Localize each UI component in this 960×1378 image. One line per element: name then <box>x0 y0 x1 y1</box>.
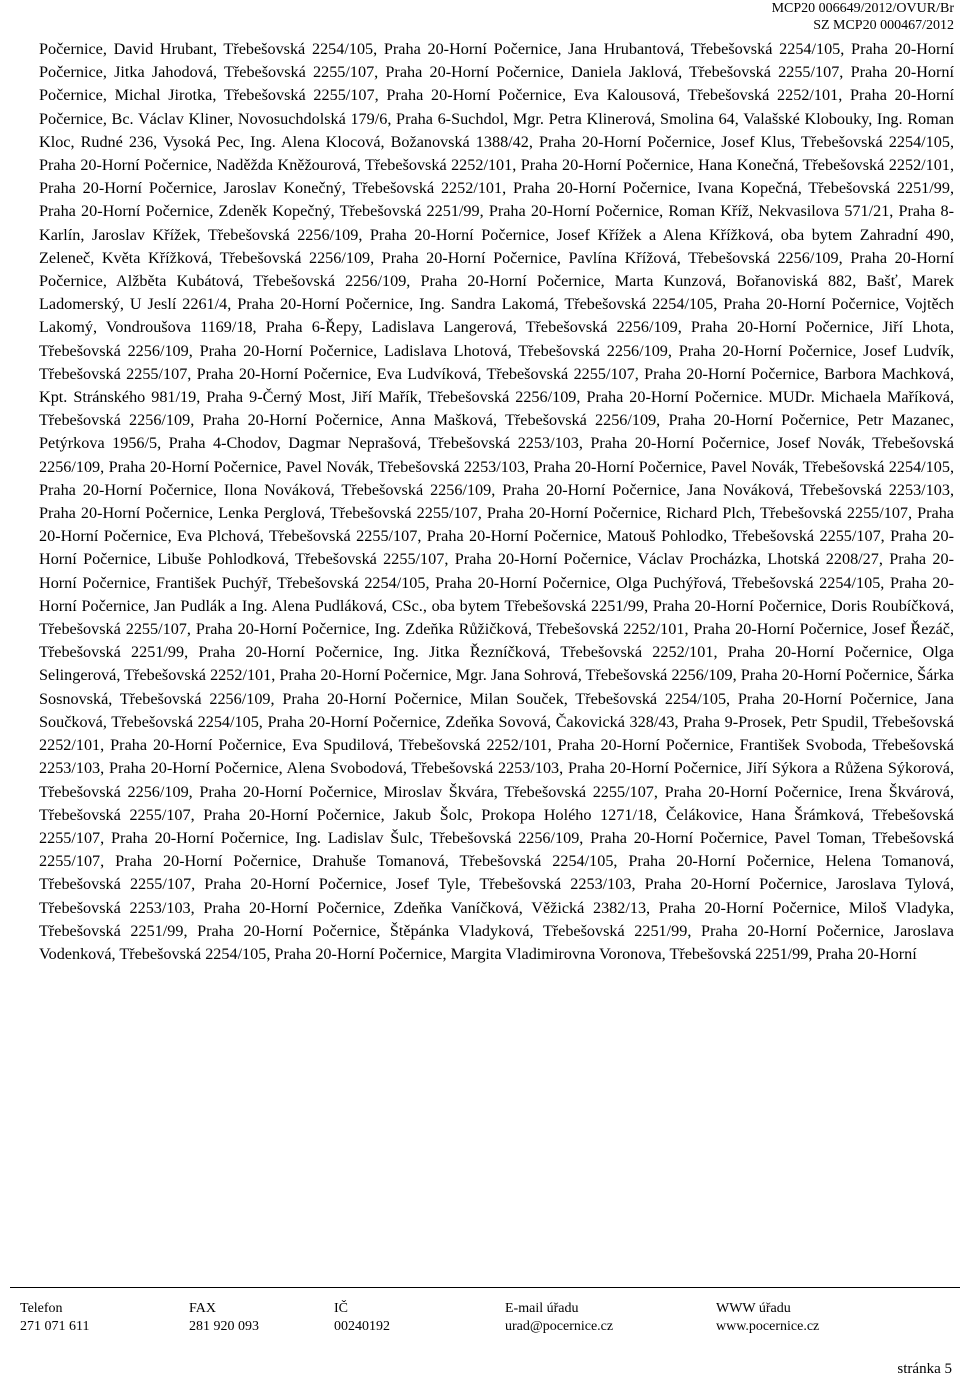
reference-number-1: MCP20 006649/2012/OVUR/Br <box>771 1 954 16</box>
footer-phone-value: 271 071 611 <box>20 1319 90 1334</box>
footer-email <box>505 1300 613 1336</box>
participants-list-text: Počernice, David Hrubant, Třebešovská 2254/105, Praha 20-Horní Počernice, Jana Hrubantová, Třebešovská 2254/105, Praha 20-Horní Počernice, Jitka Jahodová, Třebešovská 2255/107, Praha 20-Horní Počernice, Daniela Jaklová, Třebešovská 2255/107, Praha 20-Horní Počernice, Michal Jirotka, Třebešovská 2255/107, Praha 20-Horní Počernice, Eva Kalousová, Třebešovská 2252/101, Praha 20-Horní Počernice, Bc. Václav Kliner, Novosuchdolská 179/6, Praha 6-Suchdol, Mgr. Petra Klinerová, Smolina 64, Valašské Klobouky, Ing. Roman Kloc, Rudné 236, Vysoká Pec, Ing. Alena Klocová, Božanovská 1388/42, Praha 20-Horní Počernice, Josef Klus, Třebešovská 2254/105, Praha 20-Horní Počernice, Naděžda Kněžourová, Třebešovská 2252/101, Praha 20-Horní Počernice, Hana Konečná, Třebešovská 2252/101, Praha 20-Horní Počernice, Jaroslav Konečný, Třebešovská 2252/101, Praha 20-Horní Počernice, Ivana Kopečná, Třebešovská 2251/99, Praha 20-Horní Počernice, Zdeněk Kopečný, Třebešovská 2251/99, Praha 20-Horní Počernice, Roman Kříž, Nekvasilova 571/21, Praha 8-Karlín, Jaroslav Křížek, Třebešovská 2256/109, Praha 20-Horní Počernice, Josef Křížek a Alena Křížková, oba bytem Zahradní 490, Zeleneč, Květa Křížková, Třebešovská 2256/109, Praha 20-Horní Počernice, Pavlína Křížová, Třebešovská 2256/109, Praha 20-Horní Počernice, Alžběta Kubátová, Třebešovská 2256/109, Praha 20-Horní Počernice, Marta Kunzová, Bořanoviská 882, Bašť, Marek Ladomerský, U Jeslí 2261/4, Praha 20-Horní Počernice, Ing. Sandra Lakomá, Třebešovská 2254/105, Praha 20-Horní Počernice, Vojtěch Lakomý, Vondroušova 1169/18, Praha 6-Řepy, Ladislava Langerová, Třebešovská 2256/109, Praha 20-Horní Počernice, Jiří Lhota, Třebešovská 2256/109, Praha 20-Horní Počernice, Ladislava Lhotová, Třebešovská 2256/109, Praha 20-Horní Počernice, Josef Ludvík, Třebešovská 2255/107, Praha 20-Horní Počernice, Eva Ludvíková, Třebešovská 2255/107, Praha 20-Horní Počernice, Barbora Machková, Kpt. Stránského 981/19, Praha 9-Černý Most, Jiří Mařík, Třebešovská 2256/109, Praha 20-Horní Počernice. MUDr. Michaela Maříková, Třebešovská 2256/109, Praha 20-Horní Počernice, Anna Mašková, Třebešovská 2256/109, Praha 20-Horní Počernice, Petr Mazanec, Petýrkova 1956/5, Praha 4-Chodov, Dagmar Neprašová, Třebešovská 2253/103, Praha 20-Horní Počernice, Josef Novák, Třebešovská 2256/109, Praha 20-Horní Počernice, Pavel Novák, Třebešovská 2253/103, Praha 20-Horní Počernice, Pavel Novák, Třebešovská 2254/105, Praha 20-Horní Počernice, Ilona Nováková, Třebešovská 2256/109, Praha 20-Horní Počernice, Jana Nováková, Třebešovská 2253/103, Praha 20-Horní Počernice, Lenka Perglová, Třebešovská 2255/107, Praha 20-Horní Počernice, Richard Plch, Třebešovská 2255/107, Praha 20-Horní Počernice, Eva Plchová, Třebešovská 2255/107, Praha 20-Horní Počernice, Matouš Pohlodko, Třebešovská 2255/107, Praha 20-Horní Počernice, Libuše Pohlodková, Třebešovská 2255/107, Praha 20-Horní Počernice, Václav Procházka, Lhotská 2208/27, Praha 20-Horní Počernice, František Puchýř, Třebešovská 2254/105, Praha 20-Horní Počernice, Olga Puchýřová, Třebešovská 2254/105, Praha 20-Horní Počernice, Jan Pudlák a Ing. Alena Pudláková, CSc., oba bytem Třebešovská 2251/99, Praha 20-Horní Počernice, Doris Roubíčková, Třebešovská 2255/107, Praha 20-Horní Počernice, Ing. Zdeňka Růžičková, Třebešovská 2252/101, Praha 20-Horní Počernice, Josef Řezáč, Třebešovská 2251/99, Praha 20-Horní Počernice, Ing. Jitka Řezníčková, Třebešovská 2252/101, Praha 20-Horní Počernice, Olga Selingerová, Třebešovská 2252/101, Praha 20-Horní Počernice, Mgr. Jana Sohrová, Třebešovská 2256/109, Praha 20-Horní Počernice, Šárka Sosnovská, Třebešovská 2256/109, Praha 20-Horní Počernice, Milan Souček, Třebešovská 2254/105, Praha 20-Horní Počernice, Jana Součková, Třebešovská 2254/105, Praha 20-Horní Počernice, Zdeňka Sovová, Čakovická 328/43, Praha 9-Prosek, Petr Spudil, Třebešovská 2252/101, Praha 20-Horní Počernice, Eva Spudilová, Třebešovská 2252/101, Praha 20-Horní Počernice, František Svoboda, Třebešovská 2253/103, Praha 20-Horní Počernice, Alena Svobodová, Třebešovská 2253/103, Praha 20-Horní Počernice, Jiří Sýkora a Růžena Sýkorová, Třebešovská 2256/109, Praha 20-Horní Počernice, Miroslav Škvára, Třebešovská 2255/107, Praha 20-Horní Počernice, Irena Škvárová, Třebešovská 2255/107, Praha 20-Horní Počernice, Jakub Šolc, Prokopa Holého 1271/18, Čelákovice, Hana Šrámková, Třebešovská 2255/107, Praha 20-Horní Počernice, Ing. Ladislav Šulc, Třebešovská 2256/109, Praha 20-Horní Počernice, Pavel Toman, Třebešovská 2255/107, Praha 20-Horní Počernice, Drahuše Tomanová, Třebešovská 2254/105, Praha 20-Horní Počernice, Helena Tomanová, Třebešovská 2255/107, Praha 20-Horní Počernice, Josef Tyle, Třebešovská 2253/103, Praha 20-Horní Počernice, Jaroslava Tylová, Třebešovská 2253/103, Praha 20-Horní Počernice, Zdeňka Vaníčková, Věžická 2382/13, Praha 20-Horní Počernice, Miloš Vladyka, Třebešovská 2251/99, Praha 20-Horní Počernice, Štěpánka Vladyková, Třebešovská 2251/99, Praha 20-Horní Počernice, Jaroslava Vodenková, Třebešovská 2254/105, Praha 20-Horní Počernice, Margita Vladimirovna Voronova, Třebešovská 2251/99, Praha 20-Horní <box>39 40 954 963</box>
footer-ic-value: 00240192 <box>334 1319 390 1334</box>
reference-number-2: SZ MCP20 000467/2012 <box>813 18 954 33</box>
footer-phone <box>20 1300 89 1336</box>
page-number: stránka 5 <box>897 1361 952 1377</box>
footer-divider <box>10 1287 960 1288</box>
footer-www-label: WWW úřadu <box>716 1301 791 1316</box>
document-reference <box>772 0 954 34</box>
footer-fax-value: 281 920 093 <box>189 1319 259 1334</box>
footer-fax-label: FAX <box>189 1301 216 1316</box>
footer-ic-label: IČ <box>334 1301 348 1316</box>
footer-email-value[interactable]: urad@pocernice.cz <box>505 1319 614 1334</box>
footer-email-label: E-mail úřadu <box>505 1301 579 1316</box>
footer-www <box>716 1300 819 1336</box>
footer-fax <box>189 1300 259 1336</box>
footer-ic <box>334 1300 390 1336</box>
footer-www-value[interactable]: www.pocernice.cz <box>716 1319 820 1334</box>
footer-phone-label: Telefon <box>20 1301 63 1316</box>
